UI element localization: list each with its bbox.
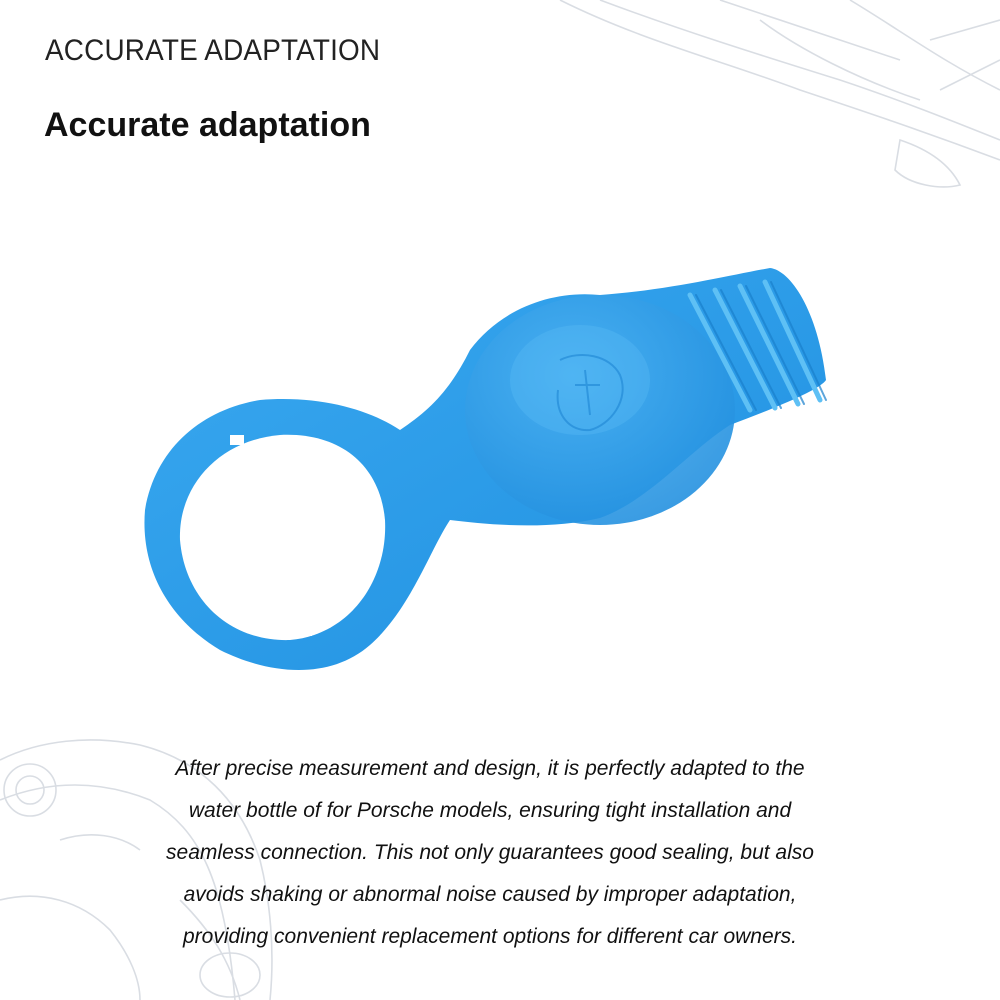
description-line: After precise measurement and design, it is perfectly adapted to the [175, 757, 805, 780]
product-description [90, 748, 890, 958]
washer-fluid-cap-icon [130, 250, 850, 690]
description-line: providing convenient replacement options for different car owners. [182, 925, 797, 948]
page-headline: ACCURATE ADAPTATION [45, 34, 381, 67]
description-line: avoids shaking or abnormal noise caused by improper adaptation, [183, 883, 797, 906]
page-subtitle: Accurate adaptation [44, 106, 371, 144]
description-line: water bottle of for Porsche models, ensuring tight installation and [188, 799, 792, 822]
description-line: seamless connection. This not only guarantees good sealing, but also [166, 841, 814, 864]
